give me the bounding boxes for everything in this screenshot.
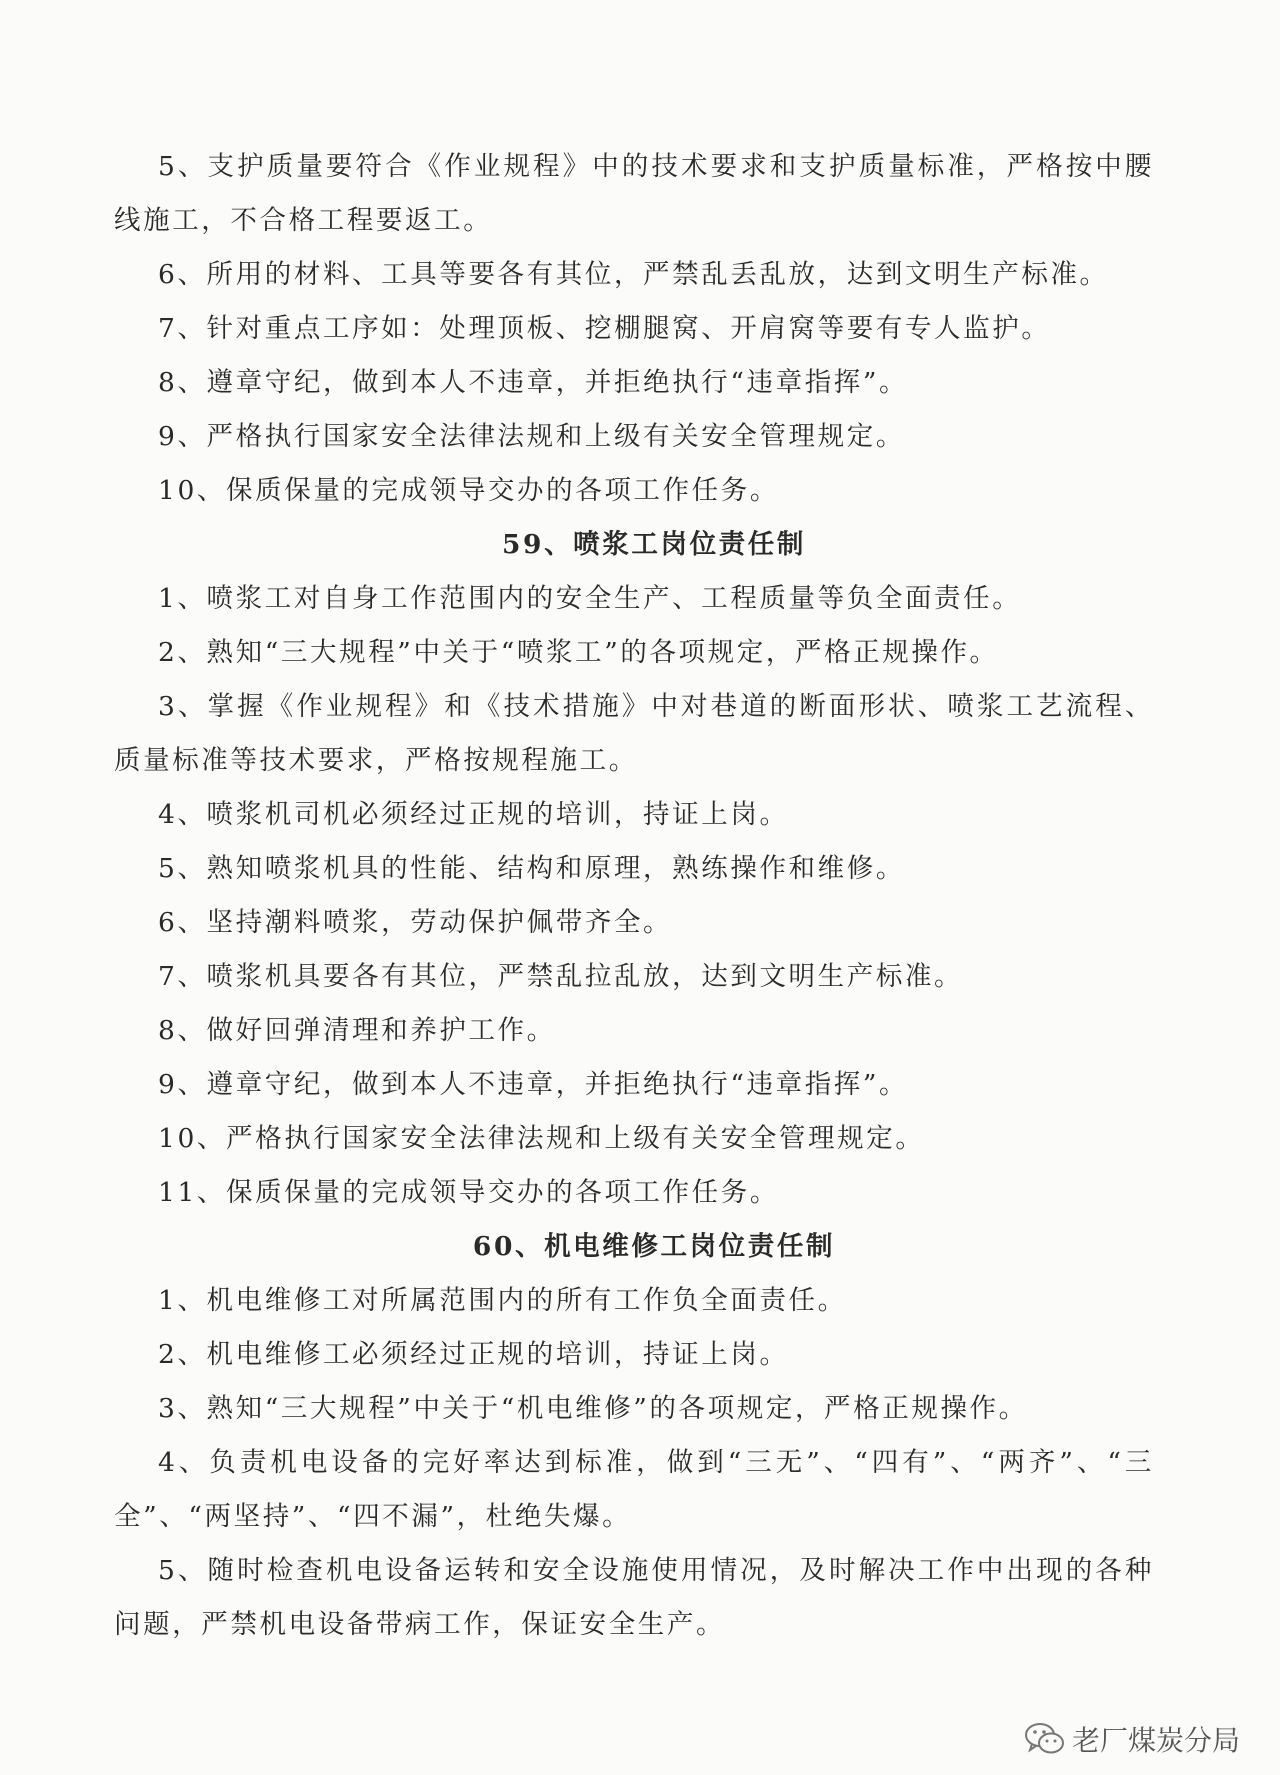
list-item: 10、保质保量的完成领导交办的各项工作任务。 [158, 475, 779, 506]
watermark-text: 老厂煤炭分局 [1071, 1724, 1240, 1757]
section-59-title: 59、喷浆工岗位责任制 [502, 529, 806, 560]
list-item: 3、掌握《作业规程》和《技术措施》中对巷道的断面形状、喷浆工艺流程、质量标准等技术要求，严格按规程施工。 [114, 691, 1154, 776]
list-item: 5、熟知喷浆机具的性能、结构和原理，熟练操作和维修。 [158, 853, 905, 884]
list-item: 5、支护质量要符合《作业规程》中的技术要求和支护质量标准，严格按中腰线施工，不合格工程要返工。 [114, 151, 1154, 236]
watermark [1024, 1719, 1240, 1759]
list-item: 1、喷浆工对自身工作范围内的安全生产、工程质量等负全面责任。 [158, 583, 1022, 614]
list-item: 9、严格执行国家安全法律法规和上级有关安全管理规定。 [158, 421, 905, 452]
list-item: 6、所用的材料、工具等要各有其位，严禁乱丢乱放，达到文明生产标准。 [158, 259, 1109, 290]
list-item: 4、负责机电设备的完好率达到标准，做到“三无”、“四有”、“两齐”、“三全”、“两坚持”、“四不漏”，杜绝失爆。 [114, 1447, 1154, 1532]
list-item: 10、严格执行国家安全法律法规和上级有关安全管理规定。 [158, 1123, 925, 1154]
list-item: 7、喷浆机具要各有其位，严禁乱拉乱放，达到文明生产标准。 [158, 961, 964, 992]
document-page [114, 140, 1154, 1652]
list-item: 2、机电维修工必须经过正规的培训，持证上岗。 [158, 1339, 789, 1370]
section-60-list [114, 1274, 1154, 1652]
section-60-title: 60、机电维修工岗位责任制 [472, 1231, 836, 1262]
list-item: 7、针对重点工序如：处理顶板、挖棚腿窝、开肩窝等要有专人监护。 [158, 313, 1051, 344]
list-item: 4、喷浆机司机必须经过正规的培训，持证上岗。 [158, 799, 789, 830]
list-item: 9、遵章守纪，做到本人不违章，并拒绝执行“违章指挥”。 [158, 1069, 909, 1100]
list-item: 3、熟知“三大规程”中关于“机电维修”的各项规定，严格正规操作。 [158, 1393, 1028, 1424]
wechat-icon [1024, 1721, 1066, 1757]
section-58-list [114, 140, 1154, 518]
section-59-list [114, 572, 1154, 1220]
list-item: 8、做好回弹清理和养护工作。 [158, 1015, 556, 1046]
list-item: 11、保质保量的完成领导交办的各项工作任务。 [158, 1177, 779, 1208]
list-item: 1、机电维修工对所属范围内的所有工作负全面责任。 [158, 1285, 847, 1316]
list-item: 5、随时检查机电设备运转和安全设施使用情况，及时解决工作中出现的各种问题，严禁机电设备带病工作，保证安全生产。 [114, 1555, 1154, 1640]
list-item: 8、遵章守纪，做到本人不违章，并拒绝执行“违章指挥”。 [158, 367, 909, 398]
list-item: 2、熟知“三大规程”中关于“喷浆工”的各项规定，严格正规操作。 [158, 637, 999, 668]
list-item: 6、坚持潮料喷浆，劳动保护佩带齐全。 [158, 907, 673, 938]
